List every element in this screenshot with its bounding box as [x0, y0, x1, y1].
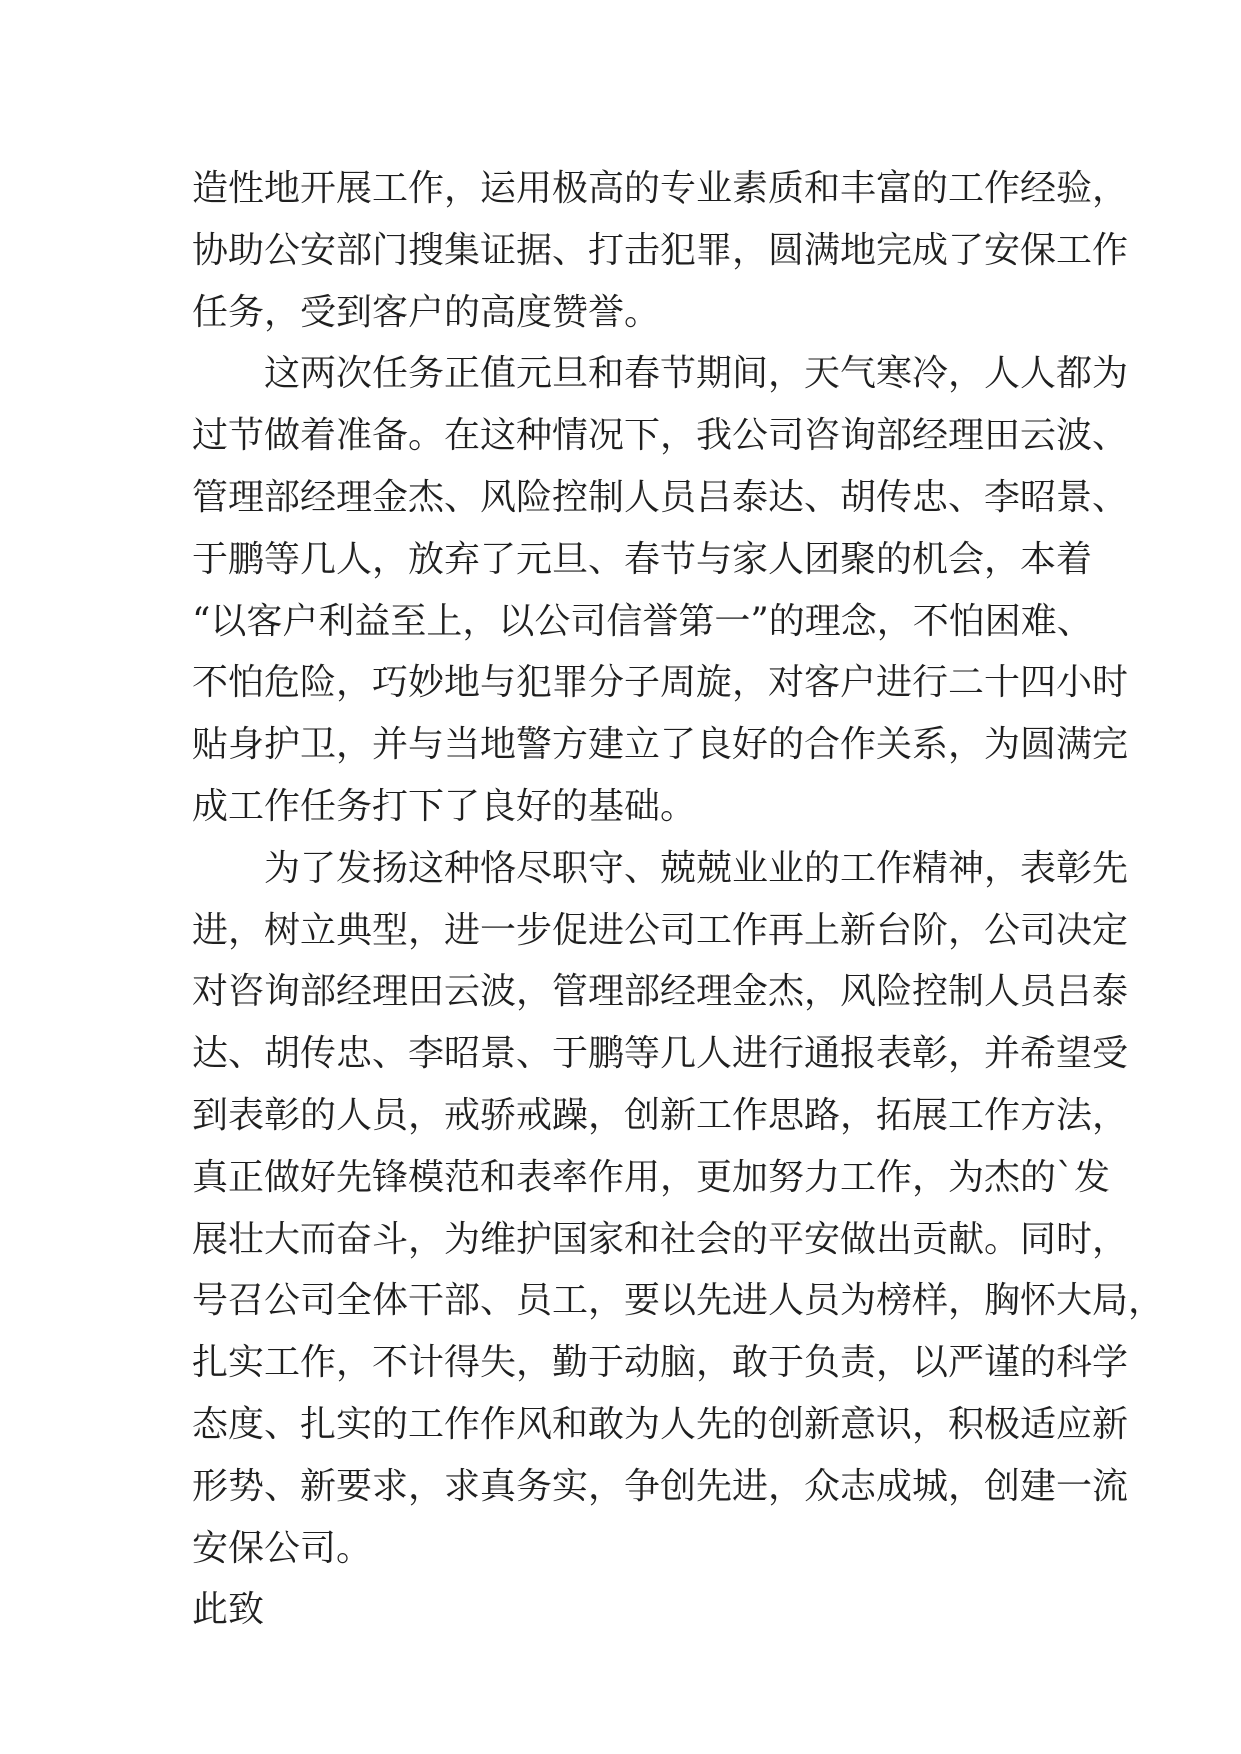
text-line: 不怕危险，巧妙地与犯罪分子周旋，对客户进行二十四小时 [192, 662, 1129, 704]
text-line: 任务，受到客户的高度赞誉。 [192, 291, 661, 333]
text-line: 过节做着准备。在这种情况下，我公司咨询部经理田云波、 [192, 415, 1129, 457]
paragraph-3 [192, 838, 1165, 1580]
text-line: 进，树立典型，进一步促进公司工作再上新台阶，公司决定 [192, 909, 1129, 951]
text-line: 于鹏等几人，放弃了元旦、春节与家人团聚的机会，本着 [192, 538, 1093, 580]
paragraph-2 [192, 343, 1129, 837]
text-line: 为了发扬这种恪尽职守、兢兢业业的工作精神，表彰先 [264, 847, 1129, 889]
text-line: “以客户利益至上，以公司信誉第一”的理念，不怕困难、 [192, 600, 1093, 642]
text-line: 这两次任务正值元旦和春节期间，天气寒冷，人人都为 [264, 353, 1129, 395]
text-line: 管理部经理金杰、风险控制人员吕泰达、胡传忠、李昭景、 [192, 476, 1129, 518]
text-line: 安保公司。 [192, 1527, 373, 1569]
document-body [192, 158, 1165, 1641]
text-line: 成工作任务打下了良好的基础。 [192, 785, 697, 827]
text-line: 号召公司全体干部、员工，要以先进人员为榜样，胸怀大局， [192, 1280, 1165, 1322]
text-line: 贴身护卫，并与当地警方建立了良好的合作关系，为圆满完 [192, 724, 1129, 766]
closing-salutation: 此致 [192, 1589, 265, 1631]
paragraph-1 [192, 158, 1129, 343]
text-line: 对咨询部经理田云波，管理部经理金杰，风险控制人员吕泰 [192, 971, 1129, 1013]
text-line: 协助公安部门搜集证据、打击犯罪，圆满地完成了安保工作 [192, 229, 1129, 271]
text-line: 到表彰的人员，戒骄戒躁，创新工作思路，拓展工作方法， [192, 1094, 1129, 1136]
text-line: 态度、扎实的工作作风和敢为人先的创新意识，积极适应新 [192, 1403, 1129, 1445]
text-line: 达、胡传忠、李昭景、于鹏等几人进行通报表彰，并希望受 [192, 1033, 1129, 1075]
text-line: 扎实工作，不计得失，勤于动脑，敢于负责，以严谨的科学 [192, 1342, 1129, 1384]
text-line: 展壮大而奋斗，为维护国家和社会的平安做出贡献。同时， [192, 1218, 1129, 1260]
text-line: 形势、新要求，求真务实，争创先进，众志成城，创建一流 [192, 1465, 1129, 1507]
text-line: 真正做好先锋模范和表率作用，更加努力工作，为杰的`发 [192, 1156, 1111, 1198]
text-line: 造性地开展工作，运用极高的专业素质和丰富的工作经验， [192, 168, 1129, 209]
